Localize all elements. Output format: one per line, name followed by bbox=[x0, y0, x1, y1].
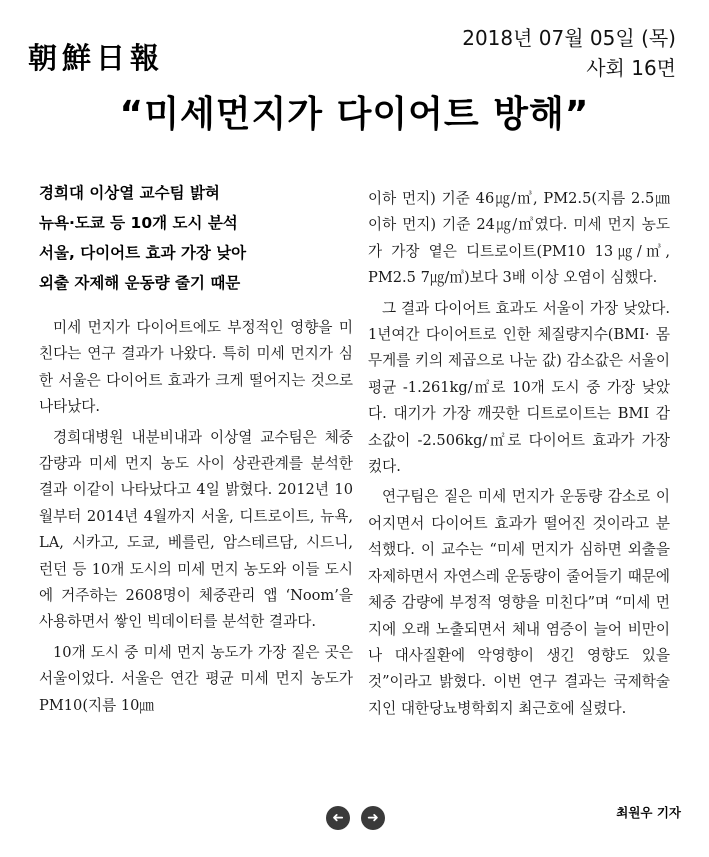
subheadline: 뉴욕·도쿄 등 10개 도시 분석 bbox=[39, 214, 238, 232]
body-paragraph: 10개 도시 중 미세 먼지 농도가 가장 짙은 곳은 서울이었다. 서울은 연간 평균 미세 먼지 농도가 PM10(지름 10㎛ bbox=[39, 643, 353, 714]
publication-date: 2018년 07월 05일 (목) bbox=[462, 26, 676, 50]
subheadline-block bbox=[35, 178, 353, 298]
body-paragraph: 이하 먼지) 기준 46㎍/㎥, PM2.5(지름 2.5㎛ 이하 먼지) 기준 24㎍/㎥였다. 미세 먼지 농도가 가장 옅은 디트로이트(PM10 13㎍/㎥, PM2.5 7㎍/㎥)보다 3배 이상 오염이 심했다. bbox=[368, 190, 670, 287]
body-paragraph: 연구팀은 짙은 미세 먼지가 운동량 감소로 이어지면서 다이어트 효과가 떨어진 것이라고 분석했다. 이 교수는 “미세 먼지가 심하면 외출을 자제하면서 자연스레 운동량이 줄어들기 때문에 체중 감량에 부정적 영향을 미친다”며 “미세 먼지에 오래 노출되면서 체내 염증이 늘어 비만이나 대사질환에 악영향이 생긴 영향도 있을 것”이라고 밝혔다. 이번 연구 결과는 국제학술지인 대한당뇨병학회지 최근호에 실렸다. bbox=[368, 488, 670, 717]
newspaper-masthead: 朝鮮日報 bbox=[28, 41, 165, 75]
next-page-button[interactable] bbox=[361, 806, 385, 830]
body-paragraph: 경희대병원 내분비내과 이상열 교수팀은 체중 감량과 미세 먼지 농도 사이 상관관계를 분석한 결과 이같이 나타났다고 4일 밝혔다. 2012년 10월부터 2014년 4월까지 서울, 디트로이트, 뉴욕, LA, 시카고, 도쿄, 베를린, 암스테르담, 시드니, 런던 등 10개 도시의 미세 먼지 농도와 이들 도시에 거주하는 2608명이 체중관리 앱 ‘Noom’을 사용하면서 쌓인 빅데이터를 분석한 결과다. bbox=[39, 428, 353, 631]
section-page: 사회 16면 bbox=[586, 56, 676, 80]
subheadline: 외출 자제해 운동량 줄기 때문 bbox=[39, 274, 241, 292]
article-headline: “미세먼지가 다이어트 방해” bbox=[119, 94, 590, 135]
body-paragraph: 그 결과 다이어트 효과도 서울이 가장 낮았다. 1년여간 다이어트로 인한 체질량지수(BMI· 몸무게를 키의 제곱으로 나눈 값) 감소값은 서울이 평균 -1.261kg/㎡로 10개 도시 중 가장 낮았다. 대기가 가장 깨끗한 디트로이트는 BMI 감소값이 -2.506kg/㎡로 다이어트 효과가 가장 컸다. bbox=[368, 299, 670, 476]
subheadline: 경희대 이상열 교수팀 밝혀 bbox=[39, 184, 220, 202]
article-column-right bbox=[368, 186, 670, 726]
article-column-left bbox=[35, 178, 353, 723]
body-paragraph: 미세 먼지가 다이어트에도 부정적인 영향을 미친다는 연구 결과가 나왔다. 특히 미세 먼지가 심한 서울은 다이어트 효과가 크게 떨어지는 것으로 나타났다. bbox=[39, 319, 353, 416]
arrow-left-icon: ➜ bbox=[332, 810, 344, 826]
subheadline: 서울, 다이어트 효과 가장 낮아 bbox=[39, 244, 247, 262]
arrow-right-icon: ➜ bbox=[367, 810, 379, 826]
reporter-byline: 최원우 기자 bbox=[616, 805, 681, 820]
previous-page-button[interactable] bbox=[326, 806, 350, 830]
